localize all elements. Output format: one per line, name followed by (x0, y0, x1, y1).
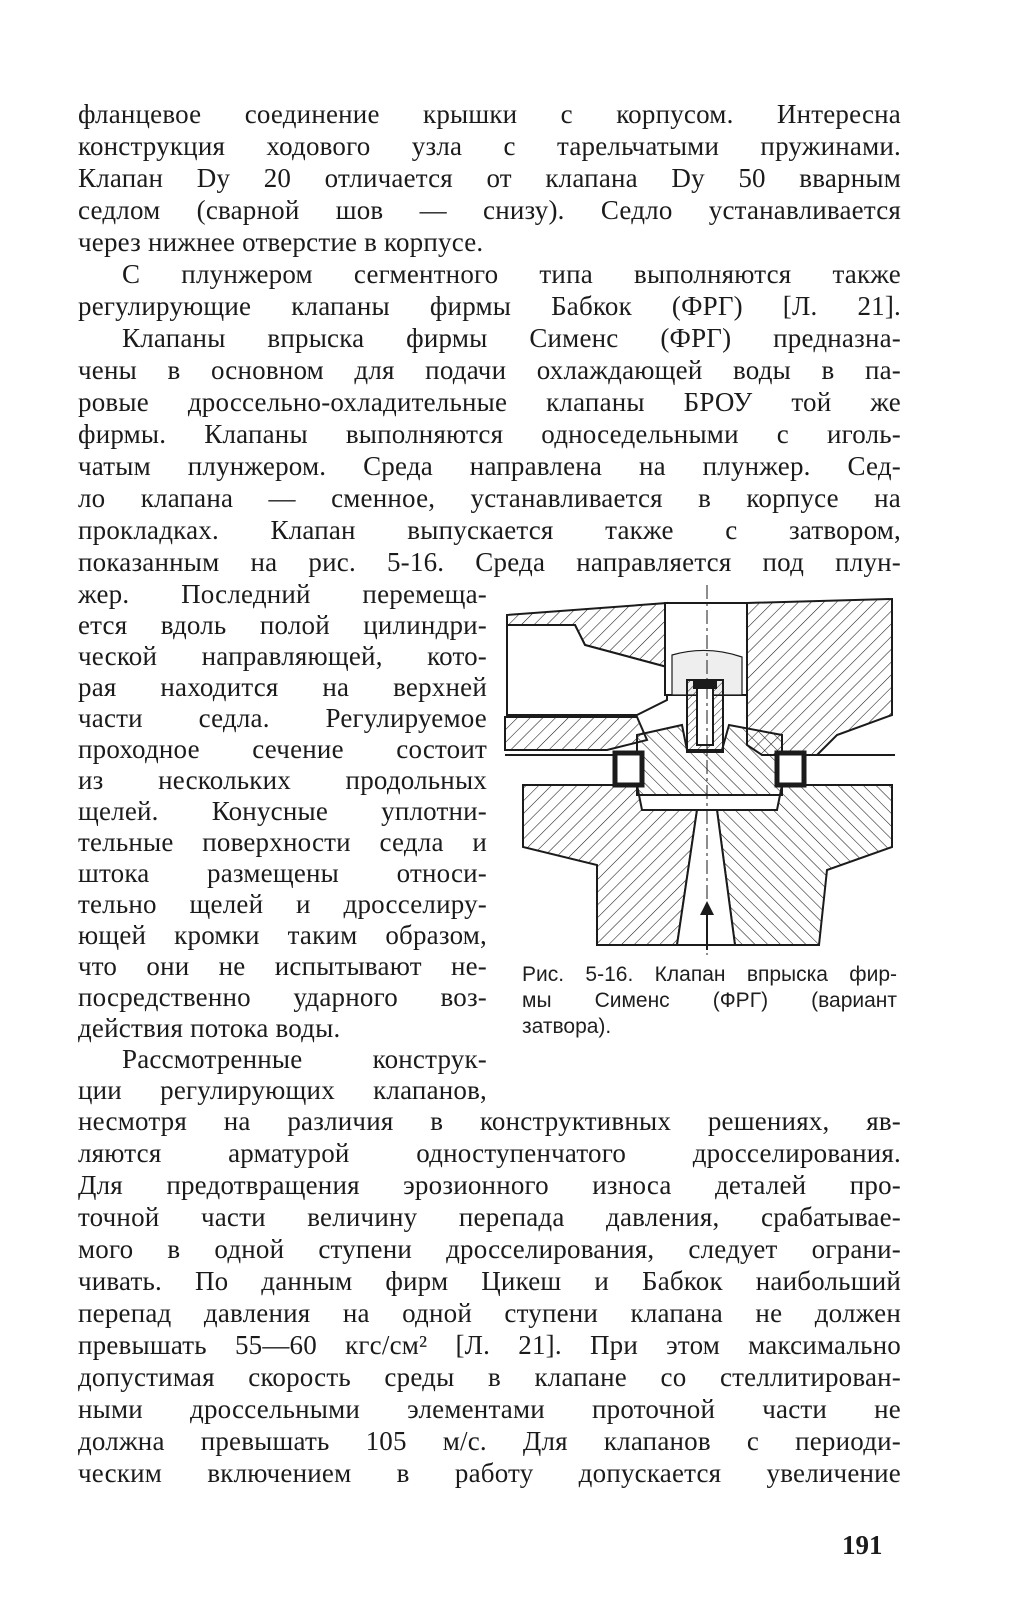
text-line: чивать. По данным фирм Цикеш и Бабкок наибольший (78, 1266, 901, 1296)
text-line: фирмы. Клапаны выполняются односедельными с иголь- (78, 419, 901, 449)
text-line: тельно щелей и дросселиру- (78, 889, 487, 919)
text-line: мого в одной ступени дросселирования, следует ограни- (78, 1234, 901, 1264)
text-line: действия потока воды. (78, 1013, 341, 1043)
text-line: допустимая скорость среды в клапане со стеллитирован- (78, 1362, 901, 1392)
text-line: щелей. Конусные уплотни- (78, 796, 487, 826)
text-line: фланцевое соединение крышки с корпусом. Интересна (78, 99, 901, 129)
text-line: регулирующие клапаны фирмы Бабкок (ФРГ) [Л. 21]. (78, 291, 901, 321)
text-line: С плунжером сегментного типа выполняются также (122, 259, 901, 289)
text-line: части седла. Регулируемое (78, 703, 487, 733)
text-line: конструкция ходового узла с тарельчатыми пружинами. (78, 131, 901, 161)
text-line: Клапаны впрыска фирмы Сименс (ФРГ) предназна- (122, 323, 901, 353)
text-line: жер. Последний перемеща- (78, 579, 487, 609)
text-line: точной части величину перепада давления, срабатывае- (78, 1202, 901, 1232)
text-line: показанным на рис. 5-16. Среда направляется под плун- (78, 547, 901, 577)
text-line: что они не испытывают не- (78, 951, 487, 981)
text-line: перепад давления на одной ступени клапана не должен (78, 1298, 901, 1328)
caption-line: Рис. 5-16. Клапан впрыска фир- (522, 963, 897, 986)
text-line: ляются арматурой одноступенчатого дросселирования. (78, 1138, 901, 1168)
text-line: Для предотвращения эрозионного износа деталей про- (78, 1170, 901, 1200)
figure-caption (522, 962, 897, 1040)
text-line: превышать 55—60 кгс/см² [Л. 21]. При этом максимально (78, 1330, 901, 1360)
text-line: ровые дроссельно-охладительные клапаны БРОУ той же (78, 387, 901, 417)
text-line: ется вдоль полой цилиндри- (78, 610, 487, 640)
text-line: прокладках. Клапан выпускается также с затвором, (78, 515, 901, 545)
text-line: должна превышать 105 м/с. Для клапанов с периоди- (78, 1426, 901, 1456)
text-line: посредственно ударного воз- (78, 982, 487, 1012)
text-line: из нескольких продольных (78, 765, 487, 795)
text-line: чатым плунжером. Среда направлена на плунжер. Сед- (78, 451, 901, 481)
caption-line: затвора). (522, 1015, 612, 1038)
text-line: ческой направляющей, кото- (78, 641, 487, 671)
text-line: ющей кромки таким образом, (78, 920, 487, 950)
text-line: ческим включением в работу допускается увеличение (78, 1458, 901, 1488)
text-line: Рассмотренные конструк- (122, 1044, 487, 1074)
page-number: 191 (842, 1530, 883, 1560)
text-line: чены в основном для подачи охлаждающей воды в па- (78, 355, 901, 385)
text-line: штока размещены относи- (78, 858, 487, 888)
text-line: ными дроссельными элементами проточной части не (78, 1394, 901, 1424)
text-line: рая находится на верхней (78, 672, 487, 702)
text-line: ло клапана — сменное, устанавливается в корпусе на (78, 483, 901, 513)
text-line: ции регулирующих клапанов, (78, 1075, 487, 1105)
valve-cross-section-figure (497, 585, 905, 955)
text-line: через нижнее отверстие в корпусе. (78, 227, 484, 257)
text-line: Клапан Dy 20 отличается от клапана Dy 50 вварным (78, 163, 901, 193)
text-line: несмотря на различия в конструктивных решениях, яв- (78, 1106, 901, 1136)
caption-line: мы Сименс (ФРГ) (вариант (522, 989, 897, 1012)
text-line: седлом (сварной шов — снизу). Седло устанавливается (78, 195, 901, 225)
text-line: тельные поверхности седла и (78, 827, 487, 857)
text-line: проходное сечение состоит (78, 734, 487, 764)
